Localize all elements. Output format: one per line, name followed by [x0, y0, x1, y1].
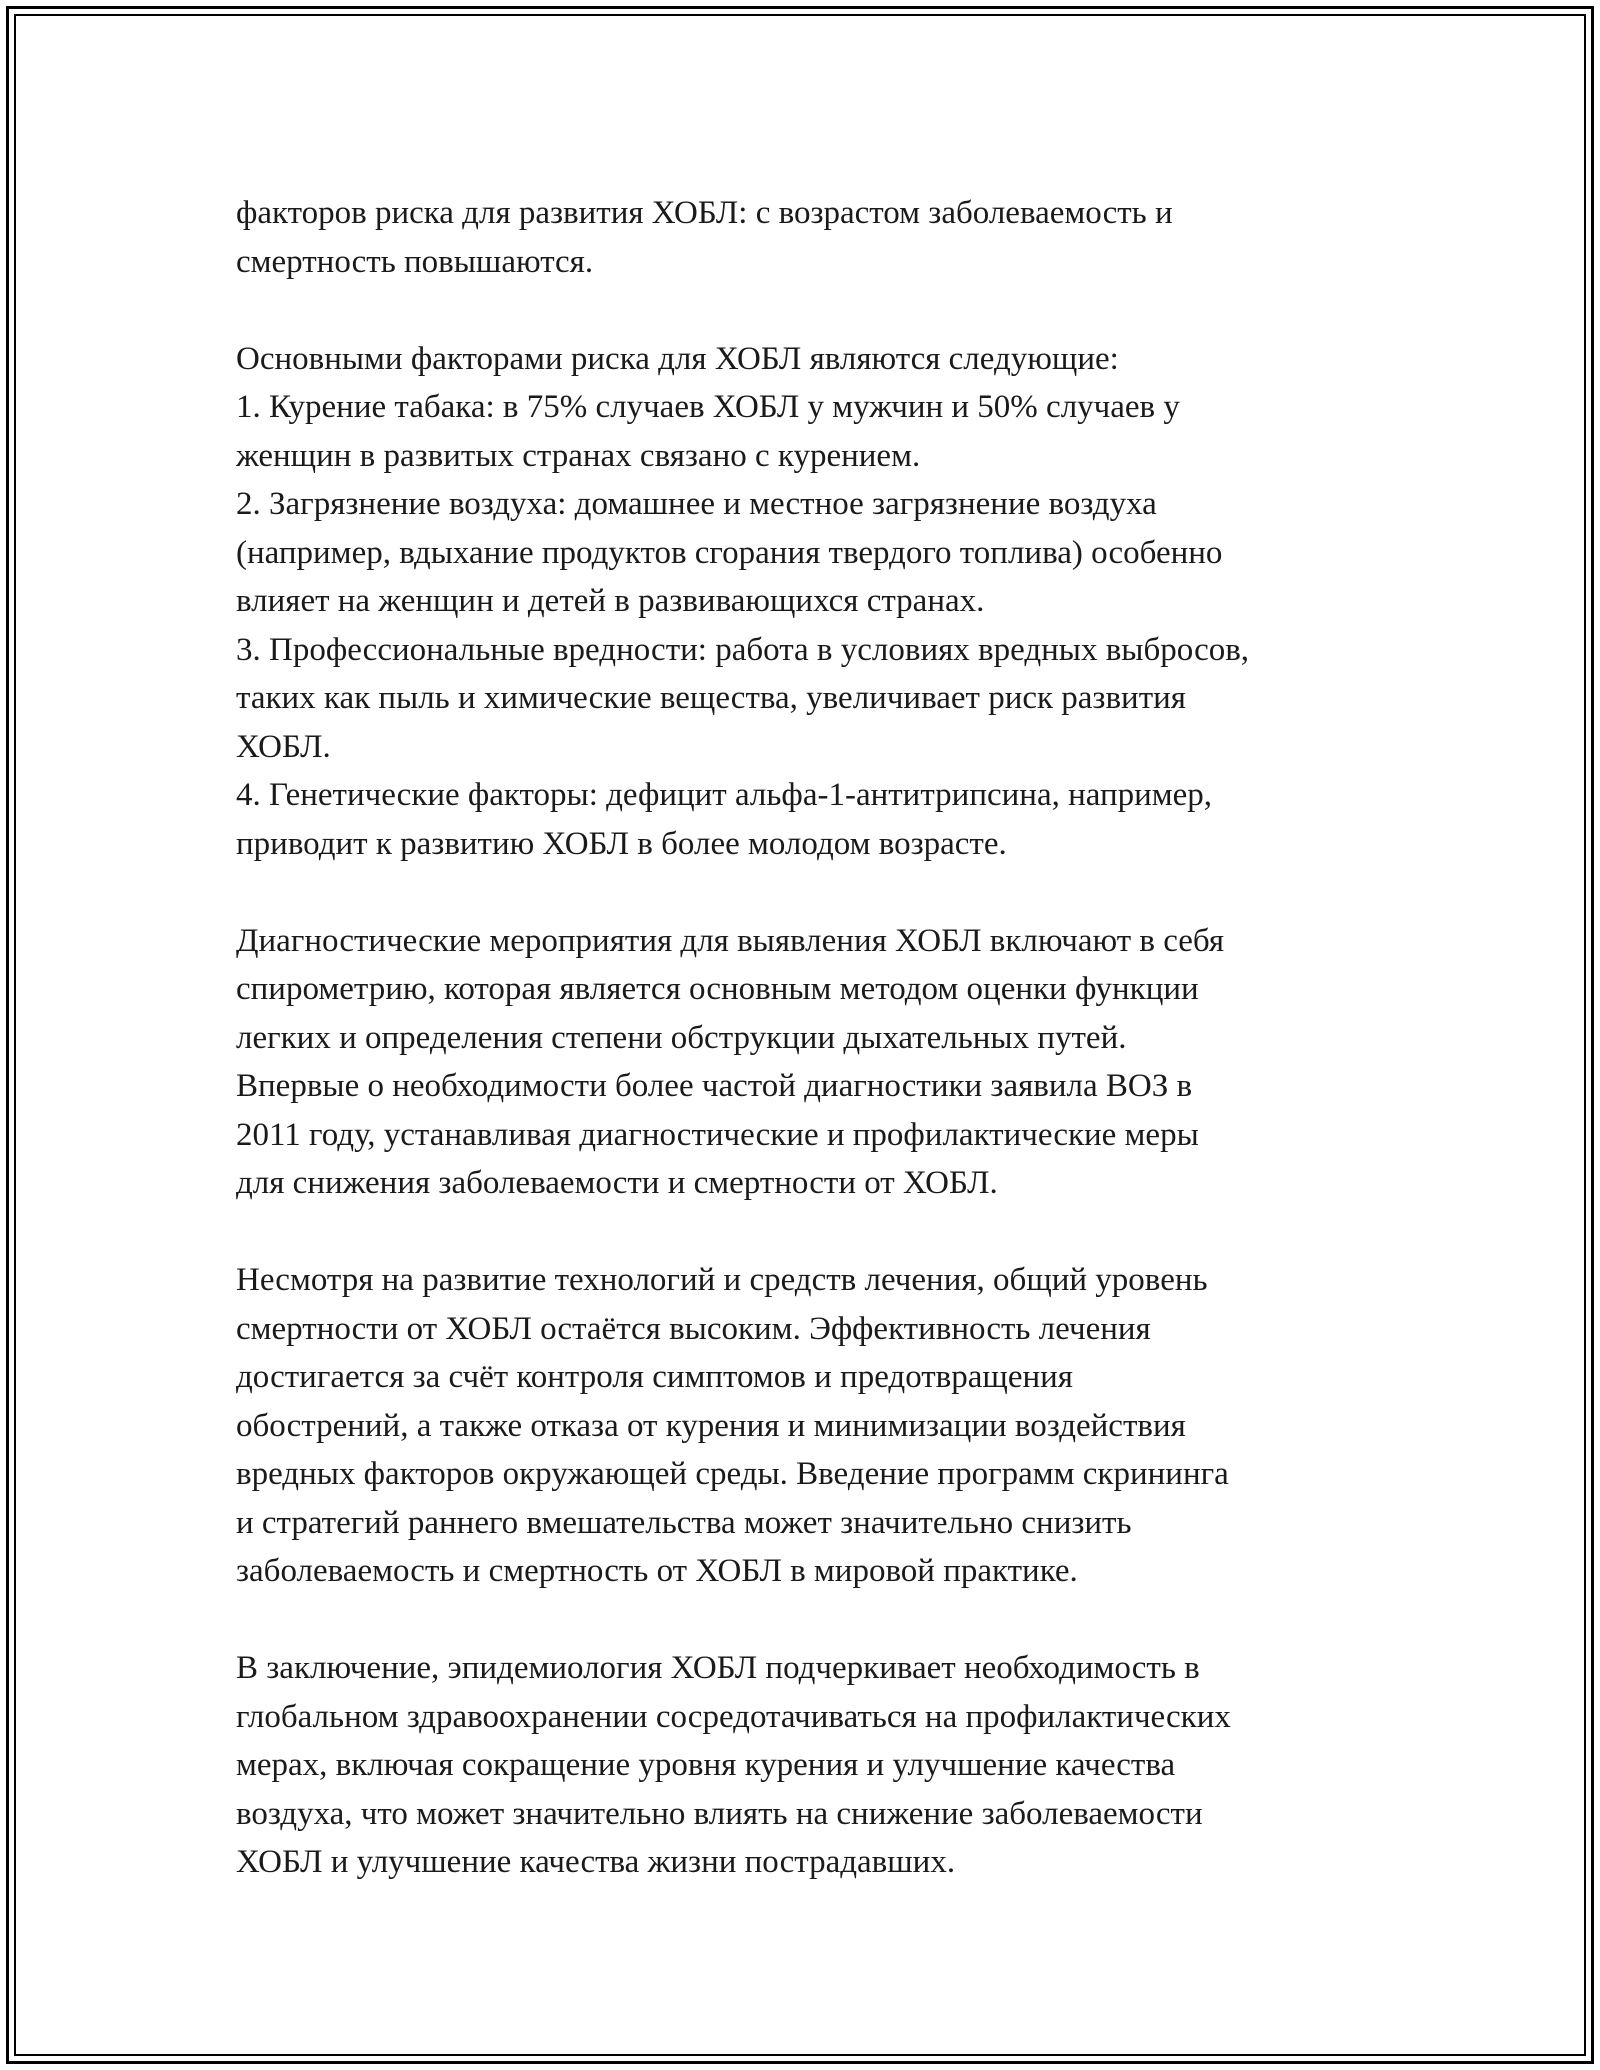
text-line: смертности от ХОБЛ остаётся высоким. Эффективность лечения: [236, 1310, 1151, 1347]
text-line: достигается за счёт контроля симптомов и предотвращения: [236, 1359, 1073, 1395]
paragraph-diagnostics: [236, 917, 1366, 1208]
text-line: факторов риска для развития ХОБЛ: с возрастом заболеваемость и: [236, 195, 1173, 231]
paragraph-risk-factors-list: [236, 335, 1366, 869]
list-item-line: женщин в развитых странах связано с курением.: [236, 437, 921, 474]
list-item-line: 3. Профессиональные вредности: работа в условиях вредных выбросов,: [236, 631, 1250, 668]
list-item-line: 2. Загрязнение воздуха: домашнее и местное загрязнение воздуха: [236, 486, 1157, 522]
text-line: Несмотря на развитие технологий и средств лечения, общий уровень: [236, 1262, 1208, 1298]
paragraph-risk-age: [236, 189, 1366, 286]
list-item-line: таких как пыль и химические вещества, увеличивает риск развития: [236, 680, 1186, 716]
list-item-line: приводит к развитию ХОБЛ в более молодом возрасте.: [236, 825, 1007, 862]
paragraph-treatment: [236, 1256, 1366, 1596]
list-item-line: (например, вдыхание продуктов сгорания твердого топлива) особенно: [236, 534, 1223, 571]
text-line: вредных факторов окружающей среды. Введение программ скрининга: [236, 1456, 1229, 1492]
text-line: для снижения заболеваемости и смертности от ХОБЛ.: [236, 1165, 998, 1201]
text-line: мерах, включая сокращение уровня курения и улучшение качества: [236, 1747, 1176, 1783]
text-line: Диагностические мероприятия для выявления ХОБЛ включают в себя: [236, 922, 1225, 959]
text-line: Впервые о необходимости более частой диагностики заявила ВОЗ в: [236, 1068, 1193, 1104]
text-line: В заключение, эпидемиология ХОБЛ подчеркивает необходимость в: [236, 1650, 1200, 1686]
paragraph-conclusion: [236, 1644, 1366, 1887]
text-line: и стратегий раннего вмешательства может значительно снизить: [236, 1504, 1132, 1541]
text-line: воздуха, что может значительно влиять на снижение заболеваемости: [236, 1795, 1203, 1832]
text-line: спирометрию, которая является основным методом оценки функции: [236, 971, 1199, 1007]
text-line: заболеваемость и смертность от ХОБЛ в мировой практике.: [236, 1553, 1078, 1589]
document-body: [236, 189, 1366, 1887]
list-item-line: 4. Генетические факторы: дефицит альфа-1-антитрипсина, например,: [236, 777, 1213, 813]
list-item-line: влияет на женщин и детей в развивающихся странах.: [236, 583, 985, 619]
list-item-line: 1. Курение табака: в 75% случаев ХОБЛ у мужчин и 50% случаев у: [236, 389, 1180, 425]
text-line: глобальном здравоохранении сосредотачиваться на профилактических: [236, 1698, 1231, 1735]
text-line: легких и определения степени обструкции дыхательных путей.: [236, 1019, 1127, 1056]
text-line: 2011 году, устанавливая диагностические и профилактические меры: [236, 1116, 1199, 1153]
text-line: ХОБЛ и улучшение качества жизни пострадавших.: [236, 1844, 956, 1880]
list-intro-line: Основными факторами риска для ХОБЛ являются следующие:: [236, 340, 1119, 377]
list-item-line: ХОБЛ.: [236, 728, 331, 765]
text-line: обострений, а также отказа от курения и минимизации воздействия: [236, 1407, 1186, 1444]
text-line: смертность повышаются.: [236, 243, 594, 280]
